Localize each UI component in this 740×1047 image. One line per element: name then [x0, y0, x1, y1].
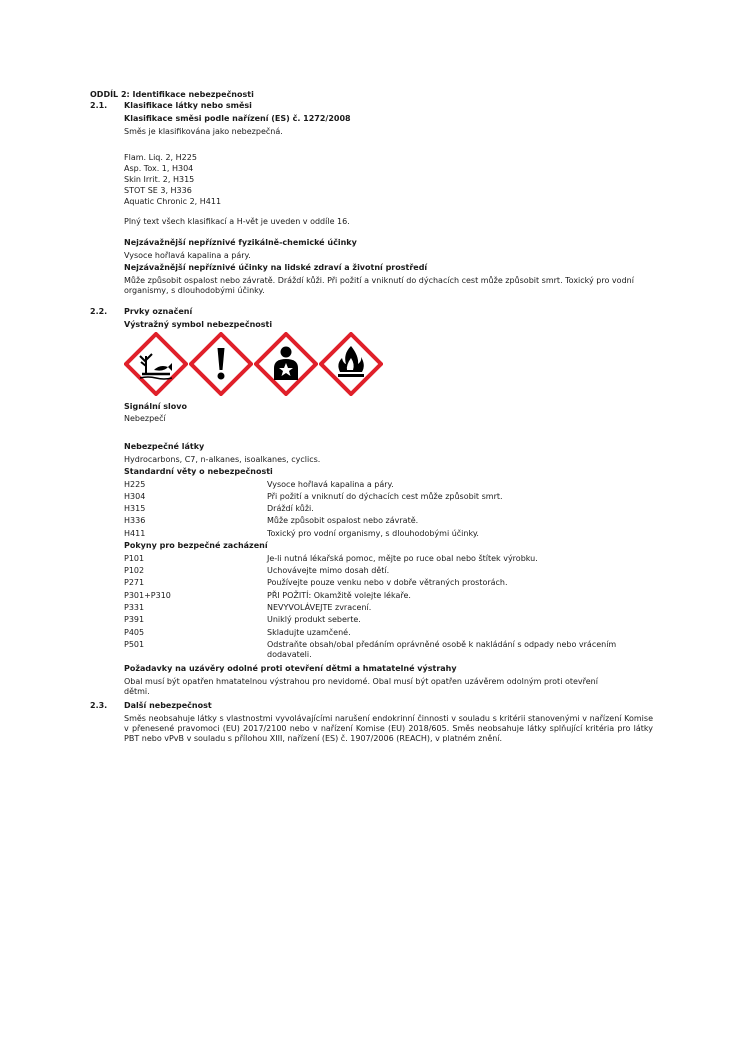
classification-statement: Směs je klasifikována jako nebezpečná. [124, 127, 283, 136]
p-code: P271 [124, 578, 145, 587]
signal-word-heading: Signální slovo [124, 402, 187, 411]
p-code: P501 [124, 640, 145, 649]
section-2-2-title: Prvky označení [124, 307, 193, 316]
h-code: H225 [124, 480, 146, 489]
health-hazard-icon [254, 332, 318, 396]
p-text: Uniklý produkt seberte. [267, 615, 361, 624]
p-text: Odstraňte obsah/obal předáním oprávněné osobě k nakládání s odpady nebo vrácením dodavateli. [267, 640, 617, 659]
p-code: P101 [124, 554, 145, 563]
hazard-symbol-heading: Výstražný symbol nebezpečnosti [124, 320, 273, 329]
h-code: H315 [124, 504, 146, 513]
hazardous-substances-heading: Nebezpečné látky [124, 442, 205, 451]
h-text: Toxický pro vodní organismy, s dlouhodobými účinky. [267, 529, 479, 538]
class-item: Asp. Tox. 1, H304 [124, 164, 194, 173]
p-code: P405 [124, 628, 145, 637]
h-text: Může způsobit ospalost nebo závratě. [267, 516, 419, 525]
class-item: Aquatic Chronic 2, H411 [124, 197, 222, 206]
p-text: Je-li nutná lékařská pomoc, mějte po ruce obal nebo štítek výrobku. [267, 554, 538, 563]
p-statements-heading: Pokyny pro bezpečné zacházení [124, 541, 268, 550]
health-env-text: Může způsobit ospalost nebo závratě. Dráždí kůži. Při požití a vniknutí do dýchacích cest může způsobit smrt. Toxický pro vodní organismy, s dlouhodobými účinky. [124, 276, 634, 295]
p-code: P331 [124, 603, 145, 612]
section-2-1-title: Klasifikace látky nebo směsi [124, 101, 252, 110]
h-text: Dráždí kůži. [267, 504, 314, 513]
p-code: P102 [124, 566, 145, 575]
h-code: H411 [124, 529, 146, 538]
p-text: NEVYVOLÁVEJTE zvracení. [267, 603, 372, 612]
p-text: Používejte pouze venku nebo v dobře větraných prostorách. [267, 578, 508, 587]
class-item: Skin Irrit. 2, H315 [124, 175, 195, 184]
section-2-3-number: 2.3. [90, 701, 108, 710]
flame-icon [319, 332, 383, 396]
p-text: Skladujte uzamčené. [267, 628, 351, 637]
section-title: ODDÍL 2: Identifikace nebezpečnosti [90, 90, 254, 99]
h-code: H336 [124, 516, 146, 525]
closure-heading: Požadavky na uzávěry odolné proti otevření dětmi a hmatatelné výstrahy [124, 664, 457, 673]
p-code: P301+P310 [124, 591, 171, 600]
p-text: PŘI POŽITÍ: Okamžitě volejte lékaře. [267, 591, 411, 600]
section-2-3-title: Další nebezpečnost [124, 701, 212, 710]
signal-word: Nebezpečí [124, 414, 166, 423]
section-2-2-number: 2.2. [90, 307, 108, 316]
class-item: STOT SE 3, H336 [124, 186, 192, 195]
phys-chem-text: Vysoce hořlavá kapalina a páry. [124, 251, 251, 260]
h-text: Vysoce hořlavá kapalina a páry. [267, 480, 394, 489]
classification-heading: Klasifikace směsi podle nařízení (ES) č. 1272/2008 [124, 114, 351, 123]
exclamation-icon [189, 332, 253, 396]
fulltext-note: Plný text všech klasifikací a H-vět je uveden v oddíle 16. [124, 217, 350, 226]
h-text: Při požití a vniknutí do dýchacích cest může způsobit smrt. [267, 492, 503, 501]
h-statements-heading: Standardní věty o nebezpečnosti [124, 467, 273, 476]
hazardous-substances: Hydrocarbons, C7, n-alkanes, isoalkanes, cyclics. [124, 455, 321, 464]
h-code: H304 [124, 492, 146, 501]
closure-text: Obal musí být opatřen hmatatelnou výstrahou pro nevidomé. Obal musí být opatřen uzávěrem odolným proti otevření dětmi. [124, 677, 598, 696]
class-item: Flam. Liq. 2, H225 [124, 153, 197, 162]
section-2-1-number: 2.1. [90, 101, 108, 110]
p-code: P391 [124, 615, 145, 624]
other-hazards-text: Směs neobsahuje látky s vlastnostmi vyvolávajícími narušení endokrinní činnosti v souladu s kritérii stanovenými v nařízení Komise v přenesené pravomoci (EU) 2017/2100 nebo v nařízení Komise (EU) 2018/605. Směs neobsahuje látky splňující kritéria pro látky PBT nebo vPvB v souladu s přílohou XIII, nařízení (ES) č. 1907/2006 (REACH), v platném znění. [124, 714, 653, 743]
environment-icon [124, 332, 188, 396]
health-env-heading: Nejzávažnější nepříznivé účinky na lidské zdraví a životní prostředí [124, 263, 428, 272]
p-text: Uchovávejte mimo dosah dětí. [267, 566, 390, 575]
phys-chem-heading: Nejzávažnější nepříznivé fyzikálně-chemické účinky [124, 238, 357, 247]
